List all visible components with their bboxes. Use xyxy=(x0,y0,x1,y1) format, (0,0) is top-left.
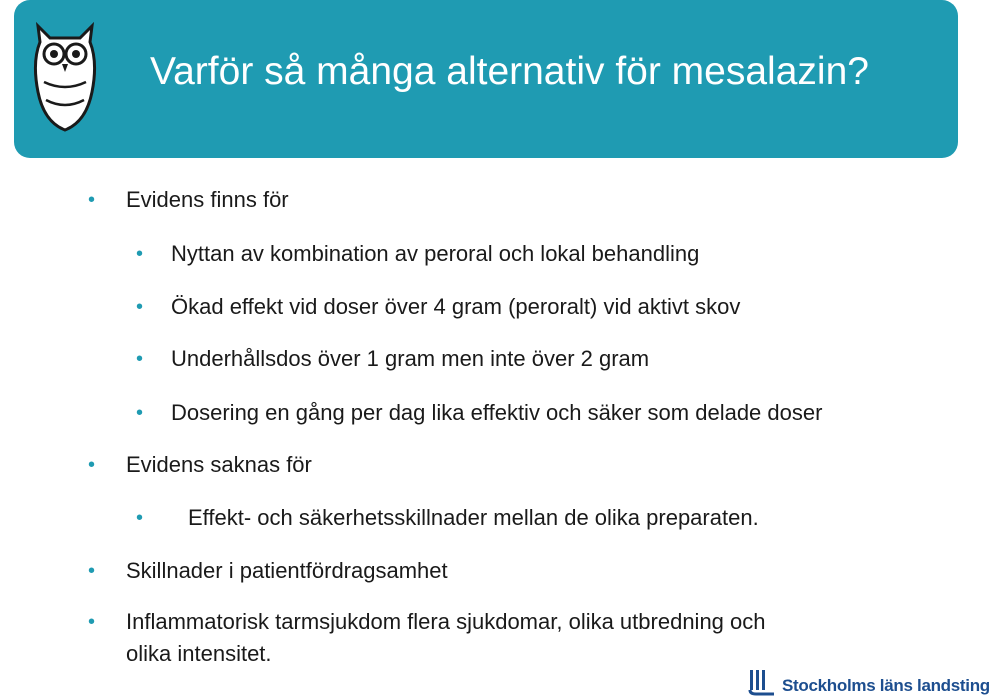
bullet-dot: • xyxy=(136,348,144,370)
bullet-item: Nyttan av kombination av peroral och lokal behandling xyxy=(171,241,700,266)
bullet-item: Effekt- och säkerhetsskillnader mellan de olika preparaten. xyxy=(188,505,759,530)
bullet-item: Inflammatorisk tarmsjukdom flera sjukdomar, olika utbredning och xyxy=(126,609,766,634)
bullet-item: Evidens finns för xyxy=(126,187,289,212)
bullet-item: Skillnader i patientfördragsamhet xyxy=(126,558,448,583)
slide-title: Varför så många alternativ för mesalazin? xyxy=(150,50,869,93)
bullet-item: Underhållsdos över 1 gram men inte över 2 gram xyxy=(171,346,650,371)
bullet-dot: • xyxy=(88,189,96,211)
sll-logo-icon xyxy=(748,668,778,696)
bullet-dot: • xyxy=(136,243,144,265)
bullet-item: Evidens saknas för xyxy=(126,452,312,477)
bullet-dot: • xyxy=(136,402,144,424)
bullet-dot: • xyxy=(88,560,96,582)
bullet-item: Dosering en gång per dag lika effektiv och säker som delade doser xyxy=(171,400,823,425)
bullet-dot: • xyxy=(88,454,96,476)
bullet-item: Ökad effekt vid doser över 4 gram (peroralt) vid aktivt skov xyxy=(171,294,741,319)
bullet-dot: • xyxy=(88,611,96,633)
bullet-dot: • xyxy=(136,507,144,529)
footer-logo-text: Stockholms läns landsting xyxy=(782,676,990,695)
bullet-item-continuation: olika intensitet. xyxy=(126,641,272,666)
bullet-dot: • xyxy=(136,296,144,318)
